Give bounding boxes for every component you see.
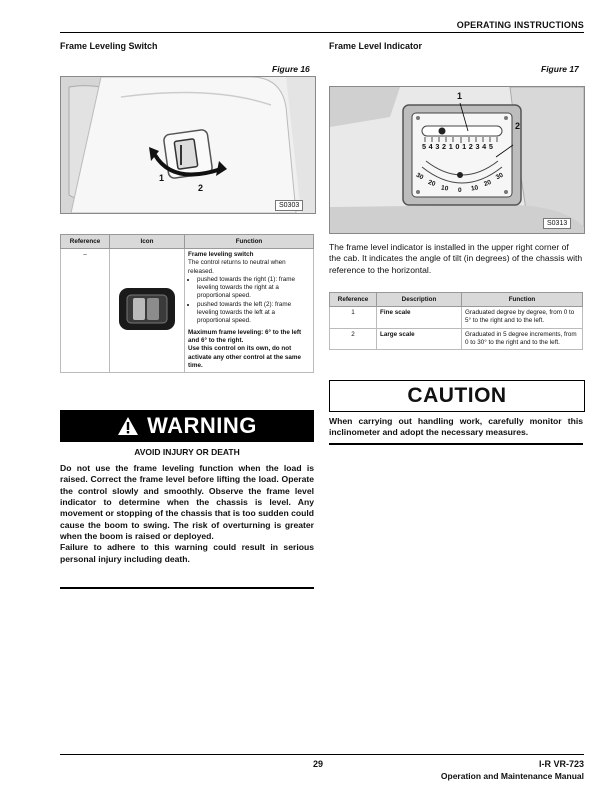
figure-16-code: S0303 [275,200,303,211]
function-description: The control returns to neutral when released. [188,259,286,275]
figure-17-image [329,86,585,234]
figure-17-code: S0313 [543,218,571,229]
switch-reference-table [60,234,314,373]
figure-16-label: Figure 16 [272,64,310,74]
frame-level-indicator-title: Frame Level Indicator [329,41,423,51]
table-row [61,249,314,373]
callout-1: 1 [159,173,165,183]
caution-end-rule [329,443,583,445]
page-number: 29 [313,759,324,769]
function-note: Maximum frame leveling: 6° to the left and 6° to the right. [188,328,302,344]
running-head: OPERATING INSTRUCTIONS [456,20,584,30]
warning-triangle-icon [117,416,139,436]
large-scale-tick: 30 [494,171,505,182]
fine-scale-numbers: 5 4 3 2 1 0 1 2 3 4 5 [422,142,494,151]
inclinometer-illustration [330,87,584,233]
indicator-description: The frame level indicator is installed in the upper right corner of the cab. It indicates the angle of tilt (in degrees) of the chassis with reference to the horizontal. [329,242,583,275]
table-row [330,307,583,329]
warning-banner [60,410,314,442]
header-rule [60,32,584,33]
table-header-reference: Reference [61,235,110,249]
caution-word: CAUTION [407,384,507,407]
large-scale-tick: 30 [414,171,425,182]
table-cell-description: Large scale [377,328,462,350]
table-cell-icon [110,249,185,373]
list-item: • pushed towards the right (1): frame leveling towards the right at a proportional speed. [197,276,310,301]
caution-banner [329,380,585,412]
large-scale-tick: 20 [427,178,437,189]
document-title: Operation and Maintenance Manual [440,771,584,781]
callout-1: 1 [457,91,463,101]
warning-word: WARNING [147,413,257,438]
table-header-function: Function [462,293,583,307]
figure-16-image [60,76,316,214]
table-cell-reference: – [61,249,110,373]
list-item: • pushed towards the left (2): frame leveling towards the left at a proportional speed. [197,301,310,326]
warning-subtitle: AVOID INJURY OR DEATH [134,447,240,457]
table-header-icon: Icon [110,235,185,249]
caution-body: When carrying out handling work, carefully monitor this inclinometer and adopt the necessary measures. [329,416,583,438]
warning-end-rule [60,587,314,589]
table-cell-reference: 2 [330,328,377,350]
table-row [330,328,583,350]
callout-2: 2 [515,121,521,131]
table-cell-function: Graduated degree by degree, from 0 to 5° to the right and to the left. [462,307,583,329]
indicator-reference-table [329,292,583,350]
rocker-switch-icon [117,284,177,334]
table-header-description: Description [377,293,462,307]
table-header-function: Function [185,235,314,249]
function-bullet-list [188,276,310,326]
warning-text: Do not use the frame leveling function when the load is raised. Correct the frame level before lifting the load. Operate the control slowly and smoothly. Observe the frame level indicator to determine when the chassis is level. Any movement or stopping of the chassis that is too sudden could cause the boom to swing. The risk of overturning is greater when the boom is raised or deployed. [60,463,315,542]
large-scale-tick: 10 [470,184,479,193]
table-cell-description: Fine scale [377,307,462,329]
function-note-2: Use this control on its own, do not activate any other control at the same time. [188,345,302,369]
table-cell-reference: 1 [330,307,377,329]
table-cell-function: Graduated in 5 degree increments, from 0 to 30° to the right and to the left. [462,328,583,350]
switch-panel-illustration [61,77,315,213]
large-scale-tick: 0 [458,187,462,194]
figure-17-label: Figure 17 [541,64,579,74]
warning-body [60,463,314,565]
callout-2: 2 [198,183,204,193]
table-header-reference: Reference [330,293,377,307]
document-id: I-R VR-723 [538,759,584,769]
large-scale-tick: 10 [440,184,449,193]
footer-rule [60,754,584,755]
frame-leveling-switch-title: Frame Leveling Switch [60,41,158,51]
function-title: Frame leveling switch [188,251,254,258]
warning-consequence: Failure to adhere to this warning could result in serious personal injury including death. [60,542,314,564]
table-cell-function [185,249,314,373]
large-scale-tick: 20 [483,178,493,189]
